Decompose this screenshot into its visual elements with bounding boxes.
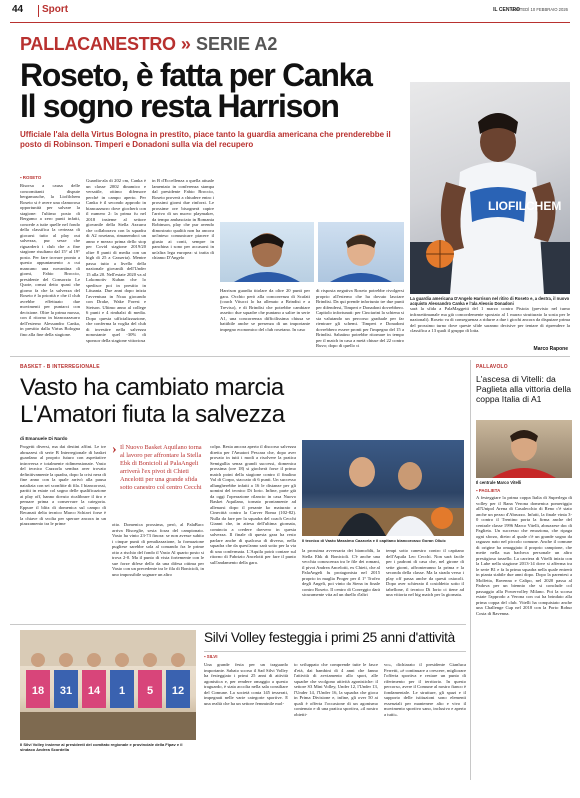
article2-kicker: BASKET - B INTERREGIONALE: [20, 364, 100, 370]
header-rule: [10, 22, 570, 23]
article1-column-6: sarà la sfida a PalaMaggetti del 1 marzo contro Pistoia (previsto nel turno infrasettimanale ma già concordemente spostato al 1 marzo strutturato la sosta per le nazionali). Roseto va di conseguenza a ridurre a due i giochi ancora da disputare prima del prossimo turno dove queste sfide saranno decisive per tentare di riprendere la classifica a 13 quali il gruppo di lotta.: [410, 306, 570, 333]
article2-photo-caption: Il tecnico di Vasto Massimo Cazzorla e il capitano biancorosso Goran Oliuic: [302, 538, 446, 543]
page-number: 44: [12, 4, 24, 15]
article2-column-4: la prossima avversaria dei biancoblù, la Stella Ebk di Bonicioli. C'è anche una vecchia conoscenza tra le file dei romani, il pivot Andrea Ancelotti, ex Chieti, che al PalaAngeli fu protagonista nel 2015 proprio in maglia Proger per il 1° Trofeo degli Angeli, poi vinto da Siena in finale contro Roseto. Il centro di Correggio darà sicuramente vita ad un duello d'altri: [302, 548, 380, 597]
jersey-number-5: 5: [146, 685, 154, 697]
article3-dateline: [204, 654, 217, 659]
headline-line1: Roseto, è fatta per Canka: [20, 57, 372, 93]
headline-line2: Il sogno resta Harrison: [20, 88, 339, 124]
vitelli-portrait: [476, 420, 572, 478]
article2-byline: di Emanuele Di Nardo: [20, 436, 68, 441]
section-label: Sport: [42, 4, 69, 15]
vasto-coach-illustration: [302, 440, 464, 536]
article1-column-1: Risorsa a causa delle concomitanti dispute bergamasche, la Liofilchem Roseto si è avere una clamorosa opportunità per salvare la stagione: l'ultimo posto di Bergamo a zero punti infatti, concede a tutte quelle nel fondo della classifica la certezza di giocarsi tutto al play out salvezza, pur sesse che riguarderà i club che a fine stagione risultano dal 15° al 19° posto. Per fare trovare pronto a questo appuntamento a cui mancano una novantina di giorni, Fabio Broccio, presidente del Consorzio Le Quote, ormai detto quasi che giorno fa che la salvezza del Roseto è la priorità e che il club avrebbe effettuato due movimenti per puntarci con decisione. Oltre la prima mossa, con il ritorno in biancoazzurro dell'esterno Alessandro Canka, in prestito dalla Virtus Bologna fino alla fine della stagione.: [20, 183, 80, 337]
article1-photo-caption: La guardia americana D'Angelo Harrison nel ritiro di Roseto e, a destra, il nuovo acquisto Alessandro Canka e l'ala Alessio Donadoni: [410, 296, 570, 306]
section-divider-2: [10, 624, 466, 625]
article2-column-1: Progetti diversi, ma dai destini affini. Le tre abruzzesi di serie B Interregionale di basket guardano al proprio futuro con aspettative introversa e totalmente ridimensionate. Vasto del tecnico Cazzorla sembra aver trovato definitivamente la quadra, dopo la crisi nera di fine anno con la quale arrivò alla pausa natalizia con sei sconfitte di fila. I biancorossi, partiti in estate col sogno delle qualificazione ai play off, hanno dovuto ricalibrare il tiro e pensare prima a conservare la categoria. Eppure il blitz di domenica sul campo di Recanati delta tecnico Marco Schiavi forse è la chiave di svolta per sperare ancora in un piazzamento tra le prime: [20, 444, 106, 526]
article2-pullquote: Il Nuovo Basket Aquilano torna al lavoro per affrontare la Stella Ebk di Bonicioli al PalaAngeli arriverà l'ex pivot di Chieti Ancelotti per una grande sfida sotto canestro col centro Cecchi: [120, 444, 202, 491]
jersey-number-4: 1: [118, 685, 126, 697]
article2-pullquote-box: [112, 444, 204, 520]
article1-headline: [20, 57, 400, 124]
kicker-separator: »: [180, 34, 191, 54]
sidebar-dateline: [476, 488, 500, 493]
article2-column-5: tempi sotto canestro contro il capitano dell'Aquila Leo Cecchi. Non sarà facile per i padroni di casa che, nel girone di sette giorni, affronteranno la prima e la seconda della classe. Ma la strada verso i play off passa anche da questi ostacoli. Dopo aver schierato il cosiddetto sotto il tabellone, il tecnico Di Iorio ci tiene ad una vittoria nel big match per la giornata.: [386, 548, 464, 597]
jersey-text: LIOFILCHEM: [488, 199, 562, 213]
section-divider-1: [10, 356, 570, 357]
article1-column-3: in B d'Eccellenza a quella attuale lamentato in conferenza stampa dal presidente Fabio Broccio, Roseto proverà a chiudere entro i prossimi giorni due rinforzi. Le prossime ore bisognerà capire l'arrivo di un nuovo playmaker, da tempo ambasciato in Romania Robinson, play che pur avendo dimostrato qualità non ha ancora un'inteso comunicare piacere il giusto ai conti, sempre in panchina i sono per accasarsi in un'altra lega europea: si tratta di chiamo D'Angelo: [152, 178, 214, 260]
canka-portrait: [220, 222, 314, 282]
article1-column-5: di risposta negativa Roseto potrebbe rivolgersi proprio all'esterno che ha dovuto lasciare Brindisi. Da qui prende infortunio tre due punti per difendersi, Timperi e Donadoni dovrebbero. Capitolo infortunati: per Cinciarini la schiena si sta valutando un percorso graduale per far rientrare gli schemi. Timperi e Donadoni dovrebbero essere pronti per l'impegno del 15 a Brindisi. Sabatino potrebbe ritornare in tempo per il match in casa a metà chiuse del 22 contro Ruvo; dopo di quello ci: [316, 288, 404, 348]
article2-column-3: colpo. Resta ancora aperto il discorso salvezza diretta per l'Amatori Pescara che, dopo aver provato in tutti i modi a risolvere la pratica Semigallia senza grandi successi, domenica prossima (ore 18) si giocherà forse il primo match point della stagione contro il finalino Val di Corpo, staccato di 6 punti. Un successo allungherebbe infatti a 16 le distanze per gli uomini del tecnico Di Iorio. Infine, parte già da oggi l'operazione rilancio in casa Nuovo Basket Aquilano, tornato prontamente ad allenarsi dopo il pesante ko maturato a Cinecittà contro la Carver Roma (102-82). Nulla da fare per la squadra del coach Cecchi Gianni che, in attesa dell'ultima giornata, comincia a credere davvero in questa salvezza. Il finale di questa gara ha resto parlare anche di qualcosa di diverso, nella squadra che da quest'anno sarà sotto per la via di una confermata. L'Aquila potrà contare sul ritorno di Fabrizio Ancelotti per fare il punto sull'andamento della gara.: [210, 444, 296, 565]
sidebar-divider: [470, 360, 471, 780]
sidebar-photo-caption: Il centrale Marco Vitelli: [476, 480, 522, 485]
article3-dateline-text: SILVI: [206, 654, 218, 659]
dateline-marker: ▪: [20, 175, 23, 180]
article1-column-4: Harrison guardia titolare da oltre 20 punti per gara. Occhio però alla concorrenza di Scafati (coach Vitucci lo ha allenato a Brindisi e a Treviso), e di Brindisi che potrebbe cambiare assetto: due squadre che puntano a salire in serie A1, una concorrenza difficilissima chiusa se battibile anche se presenza di un importante impegno economico del club rosetano. In caso: [220, 288, 310, 332]
header-divider: [38, 5, 39, 17]
article1-subhead: Ufficiale l'ala della Virtus Bologna in prestito, piace tanto la guardia americana che prenderebbe il posto di Robinson. Timperi e Donadoni sulla via del recupero: [20, 130, 391, 149]
article3-headline-rule: [204, 651, 466, 652]
kicker-main: PALLACANESTRO: [20, 34, 176, 54]
jersey-number-1: 18: [31, 685, 45, 697]
sidebar-text: A festeggiare la prima coppa Italia di Superlega di volley per il Rana Verona domenica pomeriggio all'Unipol Arena di Casalecchio di Reno c'è stato anche un pezzo d'Abruzzo. Infatti, la finale vinta 3-0 contro il Trentino porta la firma anche del centrale classe 1996 Marco Vitelli, abruzzese doc di Paglieta. Un successo che emoziona, che ripaga ogni sforzo, dietro al quale c'è un grande sogno da ragazzo nato nel piccolo comune. Anche il comune di origine ha omaggiato il proprio campione, che mette nella sua bacheca personale un altro prestigioso tassello. La carriera di Vitelli inizia con la Lube nella stagione 2013-14 dove si afferma tra le serie B1 e fa la prima squadra nella quale entrerà in pianta stabile due anni dopo. Dopo la parentesi a Molfetta, Ravenna e Calipo, nel 2020 passa al Padova per un biennio che si conclude col passaggio alla Powervolley Milano. Poi la scorsa estate l'approdo a Verona con cui ha brindato alla prima coppa del club. Vitelli ha conquistato anche una Challenge Cup nel 2018 con la Porto Robur Costa di Ravenna.: [476, 495, 572, 616]
article3-dateline-marker: ▪: [204, 654, 207, 659]
article1-kicker: [20, 34, 277, 55]
pullquote-mark: ›: [112, 442, 117, 457]
jersey-number-3: 14: [87, 685, 101, 697]
team-illustration: [20, 630, 196, 740]
harrison-photo: [410, 82, 570, 294]
sidebar-dateline-text: PAGLIETA: [478, 488, 501, 493]
article3-headline: Silvi Volley festeggia i primi 25 anni d'attività: [204, 630, 455, 645]
article2-headline: [20, 374, 460, 428]
newspaper-name: IL CENTRO: [493, 7, 520, 13]
article1-dateline: [20, 175, 41, 180]
article1-column-2: Guardia-ala di 202 cm, Canka è un classe 2002 dinamico e versatile, ottimo difensore perché in campo aperto. Per Canka è il secondo approdo in biancazzurro dove giocherà con il numero 2: la prima fu nel 2018 insieme al settore giovanile della Stella Azzurra che collaborava con la squadra di A2 rosetana, rimanendoci un anno e mezzo prima dello stop per Covid stagione 2019/20 oltre 8 punti di media con un high di 25 a Casserta). Mentre passa tutto a livello della nazionale giovanili dell'Under 15 alla 20. Nell'estate 2020 va al Lokomotiv Kuban che lo spedisce poi in prestito in Lituania. Due anni dopo inizia l'avventura in Ncaa giocando con Drake, Wake Forest e Stetson. Ultimo anno al college 6 punti e 4 rimbalzi di media. Dopo questa ufficializzazione, che conferma la voglia del club di investire nella salvezza nonostante quel -30% di sponsor della stagione vittoriosa: [86, 178, 146, 343]
article1-byline: Marco Rapone: [533, 346, 568, 352]
issue-date: MARTEDÌ 10 FEBBRAIO 2026: [510, 7, 568, 12]
dateline-text: ROSETO: [22, 175, 42, 180]
article2-column-2: otto. Domenica prossima, però, al PalaBacc arriva Bisceglie, sesta forza del campionato. Vasto ha vinto 23-73 finora: se non avesse subito i cinque punti di penalizzazione, la formazione pugliese sarebbe sola al comando fra le prime otto a rischio del fondo il Vasto Al quarto posto si trova 2-0. Ma il punto di vista fortemente con le sue forze difese dello da una difesa ottima per Vasto con un precedente tra le fila di Bonicioli, in uno impossibile sognare un altro: [112, 522, 204, 577]
vitelli-photo: [476, 420, 572, 478]
sidebar-kicker: PALLAVOLO: [476, 364, 508, 370]
kicker-sub: SERIE A2: [195, 34, 278, 54]
donadoni-portrait: [318, 222, 404, 282]
article3-column-3: vo», dichiarato il presidente Gianluca Ferretti, «è continuare a crescere, migliorare l'offerta sportiva e restare un punto di riferimento per il territorio. In questo percorso, avere il Comune al nostro fianco è fondamentale. Le strutture, gli spazi e il supporto delle istituzioni sono elementi essenziali per mantenere alto e vivo il movimento sportivo sano, inclusivo e aperto a tutti».: [384, 662, 466, 717]
player-illustration: [410, 82, 570, 294]
sidebar-dateline-marker: ▪: [476, 488, 479, 493]
jersey-number-2: 31: [59, 685, 73, 697]
article3-column-2: to sviluppato che comprende tutte le fasce d'età, dai bambini di 4 anni che fanno l'attività di avviamento allo sport, alle squadre che svolgono attività agonistiche: il settore S3 Mini Volley, Under 12, l'Under 13, l'Under 14, l'Under 16, la squadra che gioca in Prima Divisione e, infine, gli over 50 ai quali è offerta l'occasione di un agonismo contenuto e di una pratica sportiva, «il nostro obietti-: [294, 662, 378, 717]
sidebar-headline: L'ascesa di Vitelli: da Paglieta alla vittoria della coppa Italia di A1: [476, 374, 572, 404]
donadoni-photo: [318, 222, 404, 282]
article2-headline-line1: Vasto ha cambiato marcia: [20, 374, 284, 401]
vasto-photo: [302, 440, 464, 536]
article3-column-1: Una grande festa per un traguardo importante. Sabato scorso il Sad Silvi Volley ha festeggiato i primi 25 anni di attività agonistica e, per rendere omaggio a questo traguardo, è stata accolta nella sala consiliare del Comune. La società conta 145 tesserati, impegnati nelle varie categorie sportive. E una realtà che ha un settore femminile mol-: [204, 662, 288, 706]
page-header: [0, 0, 580, 24]
jersey-number-6: 12: [171, 685, 185, 697]
article2-headline-line2: L'Amatori fiuta la salvezza: [20, 401, 285, 428]
article3-photo-caption: Il Silvi Volley insieme ai presidenti del comitato regionale e provinciale della Fipav e il sindaco Andrea Scordella: [20, 742, 183, 752]
silvi-volley-photo: [20, 630, 196, 740]
canka-photo: [220, 222, 314, 282]
